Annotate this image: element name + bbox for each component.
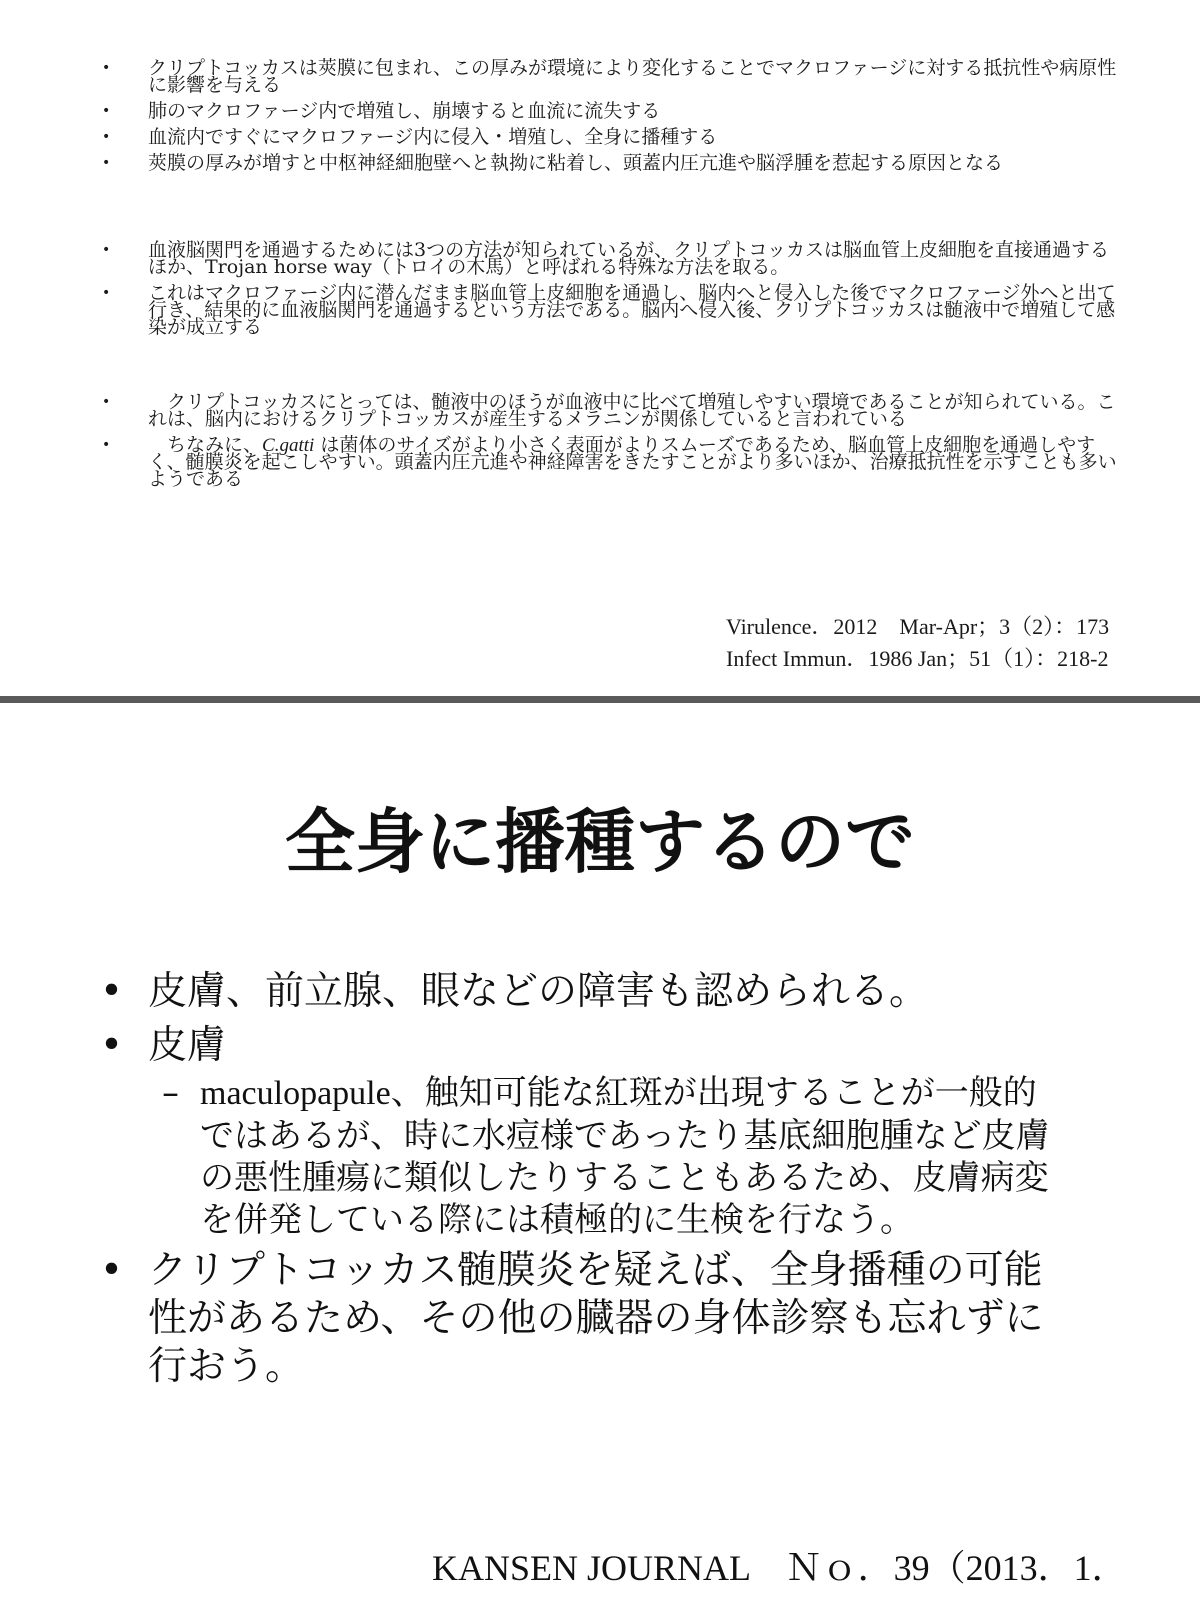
bullet-icon: • <box>102 60 111 76</box>
bullet-group-capsule <box>96 57 1126 181</box>
list-item: • 血液脳関門を通過するためには3つの方法が知られているが、クリプトコッカスは脳血管上皮細胞を直接通過するほか、Trojan horse way（トロイの木馬）と呼ばれる特殊な方法を取る。 <box>102 239 1109 278</box>
species-name: C.gatti <box>262 435 315 456</box>
list-item: • 莢膜の厚みが増すと中枢神経細胞壁へと執拗に粘着し、頭蓋内圧亢進や脳浮腫を惹起する原因となる <box>102 152 1004 174</box>
bullet-icon: • <box>100 1023 124 1068</box>
list-item: • 皮膚、前立腺、眼などの障害も認められる。 <box>100 969 929 1014</box>
bullet-icon: • <box>100 1248 124 1293</box>
list-item: • クリプトコッカス髄膜炎を疑えば、全身播種の可能性があるため、その他の臓器の身体診察も忘れずに行おう。 <box>100 1248 1044 1389</box>
list-item: • 血流内ですぐにマクロファージ内に侵入・増殖し、全身に播種する <box>102 126 718 148</box>
bullet-icon: • <box>102 437 111 453</box>
reference-line: Virulence．2012 Mar-Apr；3（2）：173 <box>726 614 1110 639</box>
bullet-icon: • <box>102 129 111 145</box>
list-item: • 肺のマクロファージ内で増殖し、崩壊すると血流に流失する <box>102 100 661 122</box>
list-item: • ちなみに、C.gatti は菌体のサイズがより小さく表面がよりスムーズであるため、脳血管上皮細胞を通過しやすく、髄膜炎を起こしやすい。頭蓋内圧亢進や神経障害をきたすことがより多いほか、治療抵抗性を示すことも多いようである <box>102 434 1117 490</box>
list-item: • クリプトコッカスは莢膜に包まれ、この厚みが環境により変化することでマクロファージに対する抵抗性や病原性に影響を与える <box>102 57 1117 96</box>
list-item: • 皮膚 – maculopapule、触知可能な紅斑が出現することが一般的ではあるが、時に水痘様であったり基底細胞腫など皮膚の悪性腫瘍に類似したりすることもあるため、皮膚病変を併発している際には積極的に生検を行なう。 <box>100 1022 1120 1241</box>
top-slide <box>0 0 1200 696</box>
slide-divider <box>0 696 1200 703</box>
main-bullet-list <box>100 968 1120 1397</box>
bullet-icon: • <box>100 969 124 1014</box>
reference-line: Infect Immun．1986 Jan；51（1）：218-2 <box>726 646 1109 671</box>
list-item: • クリプトコッカスにとっては、髄液中のほうが血液中に比べて増殖しやすい環境であることが知られている。これは、脳内におけるクリプトコッカスが産生するメラニンが関係していると言われている <box>102 391 1116 430</box>
bullet-group-blood-brain-barrier <box>96 239 1126 345</box>
bullet-group-csf <box>96 391 1126 497</box>
bullet-icon: • <box>102 242 111 258</box>
bullet-icon: • <box>102 103 111 119</box>
list-item: • これはマクロファージ内に潜んだまま脳血管上皮細胞を通過し、脳内へと侵入した後でマクロファージ外へと出て行き、結果的に血液脳関門を通過するという方法である。脳内へ侵入後、クリプトコッカスは髄液中で増殖して感染が成立する <box>102 282 1116 338</box>
bullet-icon: • <box>102 155 111 171</box>
bullet-icon: • <box>102 285 111 301</box>
source-credit: KANSEN JOURNAL Ｎｏ．39（2013．1． <box>432 1548 1128 1588</box>
sub-bullet-list <box>148 1072 1120 1241</box>
page-title: 全身に播種するので <box>285 801 915 883</box>
references <box>726 611 1109 675</box>
bullet-icon: • <box>102 394 111 410</box>
dash-icon: – <box>162 1073 179 1113</box>
sub-list-item: – maculopapule、触知可能な紅斑が出現することが一般的ではあるが、時に水痘様であったり基底細胞腫など皮膚の悪性腫瘍に類似したりすることもあるため、皮膚病変を併発している際には積極的に生検を行なう。 <box>162 1073 1050 1240</box>
